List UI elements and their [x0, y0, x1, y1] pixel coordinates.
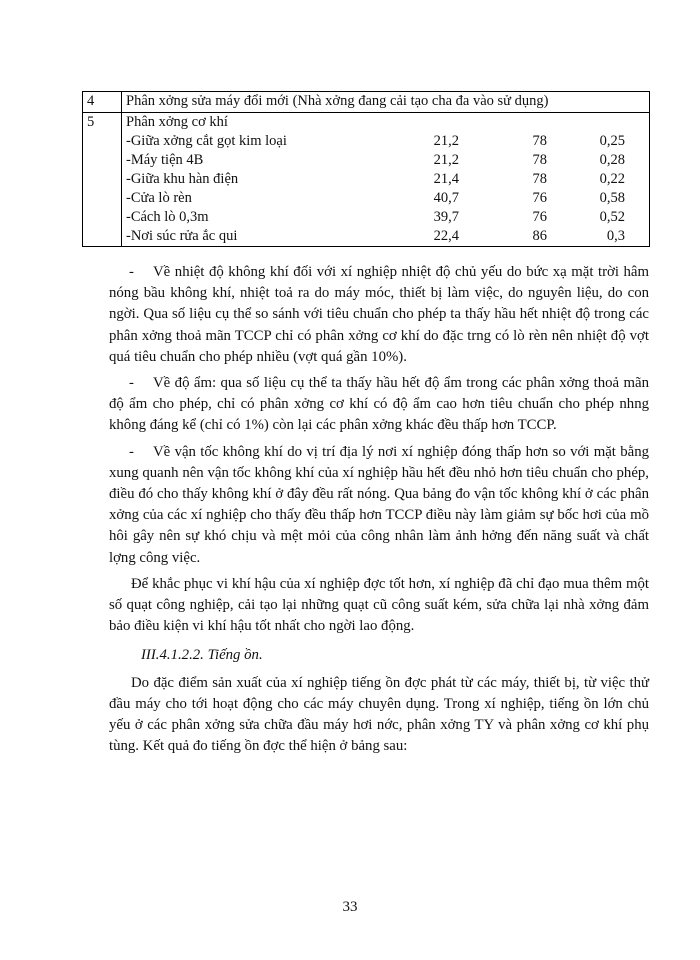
- measurement-table: [82, 91, 650, 247]
- humidity-value: 76: [532, 190, 547, 206]
- paragraph-text: Về nhiệt độ không khí đối với xí nghiệp nhiệt độ chủ yếu do bức xạ mặt trời hâm nóng bầu không khí, nhiệt toả ra do máy móc, thiết bị làm việc, do nguyên liệu, do con ngời. Qua số liệu cụ thể so sánh với tiêu chuẩn cho phép ta thấy hầu hết nhiệt độ trong các phân xởng thoả mãn TCCP chỉ có phân xởng cơ khí do đặc trng có lò rèn nên nhiệt độ vợt quá tiêu chuẩn cho phép nhiều (vợt quá gần 10%).: [109, 264, 649, 365]
- workshop-title: Phân xởng cơ khí: [126, 114, 228, 130]
- row-content: [122, 113, 650, 247]
- paragraph-remedy: Để khắc phục vi khí hậu của xí nghiệp đợc tốt hơn, xí nghiệp đã chỉ đạo mua thêm một số quạt công nghiệp, cải tạo lại những quạt cũ công suất kém, sửa chữa lại nhà xởng đảm bảo điều kiện vi khí hậu tốt nhất cho ngời lao động.: [109, 575, 649, 635]
- row-number: 4: [83, 92, 122, 113]
- temperature-value: 40,7: [433, 190, 459, 206]
- temperature-value: 21,2: [433, 152, 459, 168]
- row-number: 5: [83, 113, 122, 247]
- section-heading: III.4.1.2.2. Tiếng ồn.: [141, 647, 263, 664]
- location-name: -Nơi súc rửa ắc qui: [126, 228, 238, 244]
- location-name: -Cửa lò rèn: [126, 190, 192, 206]
- air-velocity-value: 0,58: [599, 190, 625, 206]
- paragraph-noise: Do đặc điểm sản xuất của xí nghiệp tiếng ồn đợc phát từ các máy, thiết bị, từ việc thử đầu máy cho tới hoạt động cho các máy chuyên dụng. Trong xí nghiệp, tiếng ồn lớn chủ yếu ở các phân xởng sửa chữa đầu máy hơi nớc, phân xởng TY và phân xởng cơ khí phụ tùng. Kết quả đo tiếng ồn đợc thể hiện ở bảng sau:: [109, 674, 649, 755]
- temperature-value: 22,4: [433, 228, 459, 244]
- humidity-value: 76: [532, 209, 547, 225]
- location-name: -Giữa xởng cắt gọt kim loại: [126, 133, 287, 149]
- humidity-value: 78: [532, 133, 547, 149]
- temperature-value: 21,4: [433, 171, 459, 187]
- location-name: -Máy tiện 4B: [126, 152, 204, 168]
- air-velocity-value: 0,25: [599, 133, 625, 149]
- bullet-marker: -: [129, 375, 134, 392]
- paragraph-temperature: [109, 262, 649, 368]
- table-row: [83, 113, 650, 247]
- humidity-value: 78: [532, 171, 547, 187]
- paragraph-air-velocity: [109, 442, 649, 569]
- page-number: 33: [342, 899, 358, 915]
- air-velocity-value: 0,52: [599, 209, 625, 225]
- table-row: [83, 92, 650, 113]
- paragraph-text: Về vận tốc không khí do vị trí địa lý nơi xí nghiệp đóng thấp hơn so với mặt bằng xung quanh nên vận tốc không khí của xí nghiệp hầu hết đều nhỏ hơn tiêu chuẩn cho phép, điều đó cho thấy không khí ở đây đều rất nóng. Qua bảng đo vận tốc không khí ở các phân xởng của các xí nghiệp cho thấy đều thấp hơn TCCP điều này làm giảm sự bốc hơi của mồ hôi gây nên sự khó chịu và mệt mỏi của công nhân làm ảnh hởng đến năng suất và chất lợng công việc.: [109, 443, 649, 566]
- paragraph-text: Về độ ẩm: qua số liệu cụ thể ta thấy hầu hết độ ẩm trong các phân xởng thoả mãn độ ẩm cho phép, chỉ có phân xởng cơ khí có độ ẩm cao hơn tiêu chuẩn cho phép nhng không đáng kể (chỉ có 1%) còn lại các phân xởng khác đều thấp hơn TCCP.: [109, 375, 649, 434]
- location-name: -Giữa khu hàn điện: [126, 171, 239, 187]
- temperature-value: 21,2: [433, 133, 459, 149]
- humidity-value: 86: [532, 228, 547, 244]
- body-text: [109, 262, 649, 762]
- paragraph-humidity: [109, 373, 649, 437]
- workshop-measurements: [126, 132, 645, 246]
- location-name: -Cách lò 0,3m: [126, 209, 209, 225]
- bullet-marker: -: [129, 264, 134, 280]
- air-velocity-value: 0,3: [606, 228, 625, 244]
- air-velocity-value: 0,22: [599, 171, 625, 187]
- row-description: Phân xởng sửa máy đổi mới (Nhà xởng đang cải tạo cha đa vào sử dụng): [122, 92, 650, 113]
- temperature-value: 39,7: [433, 209, 459, 225]
- humidity-value: 78: [532, 152, 547, 168]
- bullet-marker: -: [129, 443, 134, 460]
- air-velocity-value: 0,28: [599, 152, 625, 168]
